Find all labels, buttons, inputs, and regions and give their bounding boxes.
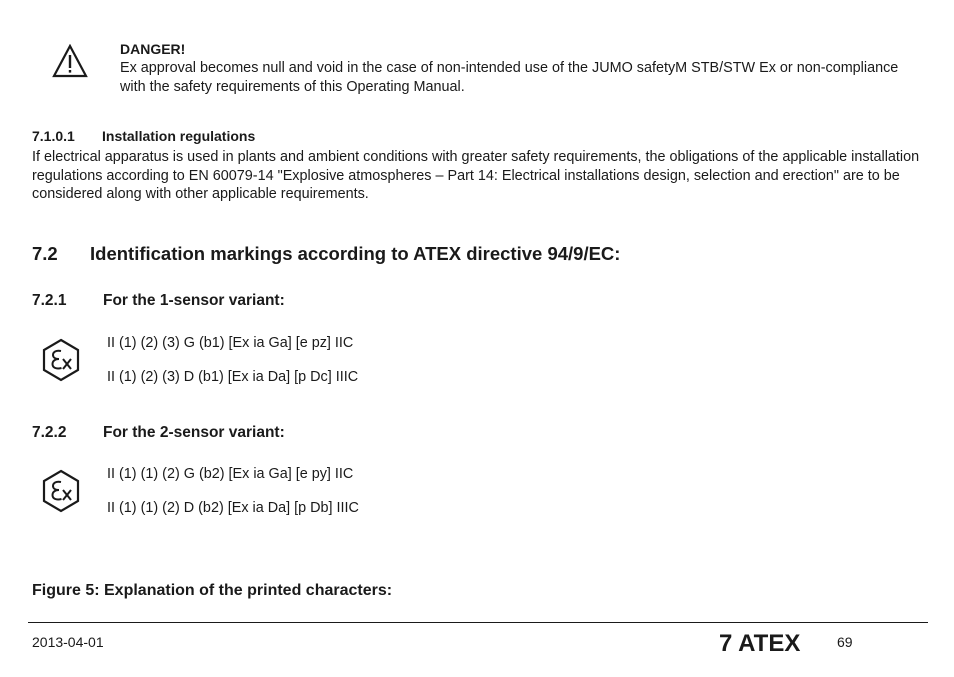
section-heading [32,243,620,265]
variant1-heading [32,291,285,311]
variant2-heading [32,423,285,443]
variant2-number: 7.2.2 [32,424,67,441]
installation-number: 7.1.0.1 [32,128,75,144]
ex-hexagon-icon [42,469,80,513]
variant1-mark-gas: II (1) (2) (3) G (b1) [Ex ia Ga] [e pz] IIC [107,335,354,351]
footer-divider [28,622,928,623]
danger-title: DANGER! [120,41,186,57]
ex-hexagon-icon [42,338,80,382]
footer-date: 2013-04-01 [32,634,104,650]
installation-paragraph: If electrical apparatus is used in plants and ambient conditions with greater safety requirements, the obligations of the applicable installation regulations according to EN 60079-14 "Explosive atmospheres – Part 14: Electrical installations design, selection and erection" are to be considered along with other applicable requirements. [32,149,920,202]
danger-text: Ex approval becomes null and void in the case of non-intended use of the JUMO safetyM STB/STW Ex or non-compliance with the safety requirements of this Operating Manual. [120,60,899,95]
variant1-mark-dust: II (1) (2) (3) D (b1) [Ex ia Da] [p Dc] IIIC [107,369,359,385]
installation-title: Installation regulations [102,128,256,144]
installation-heading [32,127,255,145]
footer-chapter: 7 ATEX [719,630,801,657]
figure-caption: Figure 5: Explanation of the printed characters: [32,582,393,599]
page-number: 69 [837,634,853,650]
variant2-mark-gas: II (1) (1) (2) G (b2) [Ex ia Ga] [e py] IIC [107,466,354,482]
variant1-title: For the 1-sensor variant: [103,292,285,309]
section-title: Identification markings according to ATEX directive 94/9/EC: [90,243,621,264]
section-number: 7.2 [32,243,58,264]
warning-triangle-icon [52,44,88,78]
variant2-mark-dust: II (1) (1) (2) D (b2) [Ex ia Da] [p Db] IIIC [107,500,359,516]
variant2-title: For the 2-sensor variant: [103,424,285,441]
variant1-number: 7.2.1 [32,292,67,309]
